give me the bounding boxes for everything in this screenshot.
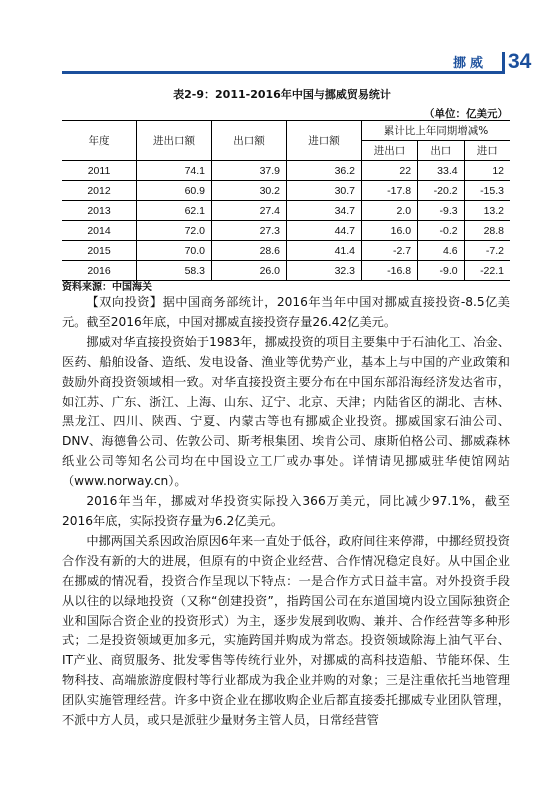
header-rule xyxy=(62,71,502,74)
cell-total: 62.1 xyxy=(137,201,212,221)
table-row xyxy=(62,221,510,241)
cell-import: 44.7 xyxy=(287,221,362,241)
cell-growth-export: -9.0 xyxy=(418,261,465,281)
header-year: 年度 xyxy=(62,121,137,161)
cell-growth-total: -17.8 xyxy=(362,181,418,201)
header-growth-group: 累计比上年同期增减% xyxy=(362,121,511,141)
cell-growth-import: -7.2 xyxy=(464,241,510,261)
paragraph-norway-investment: 挪威对华直接投资始于1983年，挪威投资的项目主要集中于石油化工、冶金、医药、船舶设备、造纸、发电设备、渔业等优势产业，基本上与中国的产业政策和鼓励外商投资领域相一致。对华直接投资主要分布在中国东部沿海经济发达省市，如江苏、广东、浙江、上海、山东、辽宁、北京、天津；内陆省区的湖北、吉林、黑龙江、四川、陕西、宁夏、内蒙古等也有挪威企业投资。挪威国家石油公司、DNV、海德鲁公司、佐敦公司、斯考根集团、埃肯公司、康斯伯格公司、挪威森林纸业公司等知名公司均在中国设立工厂或办事处。详情请见挪威驻华使馆网站（www.norway.cn）。 xyxy=(62,334,510,489)
header-growth-total: 进出口 xyxy=(362,141,418,161)
header-growth-import: 进口 xyxy=(464,141,510,161)
cell-export: 26.0 xyxy=(212,261,287,281)
cell-total: 70.0 xyxy=(137,241,212,261)
cell-year: 2011 xyxy=(62,161,137,181)
cell-growth-total: 2.0 xyxy=(362,201,418,221)
page-number: 34 xyxy=(508,50,532,73)
table-row xyxy=(62,201,510,221)
cell-growth-export: 33.4 xyxy=(418,161,465,181)
cell-export: 27.3 xyxy=(212,221,287,241)
cell-import: 34.7 xyxy=(287,201,362,221)
table-row xyxy=(62,241,510,261)
cell-year: 2014 xyxy=(62,221,137,241)
cell-export: 30.2 xyxy=(212,181,287,201)
cell-export: 37.9 xyxy=(212,161,287,181)
table-title: 表2-9：2011-2016年中国与挪威贸易统计 xyxy=(173,88,391,101)
paragraph-2016-investment: 2016年当年，挪威对华投资实际投入366万美元，同比减少97.1%，截至2016年底，实际投资存量为6.2亿美元。 xyxy=(62,494,510,528)
cell-import: 41.4 xyxy=(287,241,362,261)
cell-import: 30.7 xyxy=(287,181,362,201)
page-header xyxy=(0,0,559,40)
header-rule-tab xyxy=(502,52,505,74)
header-import: 进口额 xyxy=(287,121,362,161)
table-unit: （单位：亿美元） xyxy=(424,108,508,120)
cell-year: 2012 xyxy=(62,181,137,201)
cell-growth-total: 16.0 xyxy=(362,221,418,241)
cell-growth-import: 12 xyxy=(464,161,510,181)
table-source: 资料来源：中国海关 xyxy=(62,282,152,293)
header-total: 进出口额 xyxy=(137,121,212,161)
cell-growth-export: 4.6 xyxy=(418,241,465,261)
cell-growth-export: -0.2 xyxy=(418,221,465,241)
cell-growth-total: 22 xyxy=(362,161,418,181)
cell-year: 2013 xyxy=(62,201,137,221)
cell-growth-total: -16.8 xyxy=(362,261,418,281)
cell-total: 58.3 xyxy=(137,261,212,281)
trade-table xyxy=(62,120,510,281)
cell-growth-import: 13.2 xyxy=(464,201,510,221)
cell-growth-import: -15.3 xyxy=(464,181,510,201)
cell-growth-import: -22.1 xyxy=(464,261,510,281)
cell-total: 74.1 xyxy=(137,161,212,181)
cell-year: 2015 xyxy=(62,241,137,261)
cell-growth-export: -9.3 xyxy=(418,201,465,221)
header-growth-export: 出口 xyxy=(418,141,465,161)
header-export: 出口额 xyxy=(212,121,287,161)
cell-export: 27.4 xyxy=(212,201,287,221)
cell-total: 60.9 xyxy=(137,181,212,201)
table-row xyxy=(62,181,510,201)
cell-growth-import: 28.8 xyxy=(464,221,510,241)
cell-growth-export: -20.2 xyxy=(418,181,465,201)
cell-import: 36.2 xyxy=(287,161,362,181)
cell-import: 32.3 xyxy=(287,261,362,281)
body-text xyxy=(62,293,510,731)
paragraph-investment: 【双向投资】据中国商务部统计，2016年当年中国对挪威直接投资-8.5亿美元。截至2016年底，中国对挪威直接投资存量26.42亿美元。 xyxy=(62,295,510,329)
paragraph-relations: 中挪两国关系因政治原因6年来一直处于低谷，政府间往来停滞，中挪经贸投资合作没有新的大的进展，但原有的中资企业经营、合作情况稳定良好。从中国企业在挪威的情况看，投资合作呈现以下特点：一是合作方式日益丰富。对外投资手段从以往的以绿地投资（又称“创建投资”，指跨国公司在东道国境内设立国际独资企业和国际合资企业的投资形式）为主，逐步发展到收购、兼并、合作经营等多种形式；二是投资领域更加多元，实施跨国并购成为常态。投资领域除海上油气平台、IT产业、商贸服务、批发零售等传统行业外，对挪威的高科技造船、节能环保、生物科技、高端旅游度假村等行业都成为我企业并购的对象；三是注重依托当地管理团队实施管理经营。许多中资企业在挪收购企业后都直接委托挪威专业团队管理，不派中方人员，或只是派驻少量财务主管人员，日常经营管 xyxy=(62,533,510,728)
cell-year: 2016 xyxy=(62,261,137,281)
cell-export: 28.6 xyxy=(212,241,287,261)
table-row xyxy=(62,161,510,181)
cell-total: 72.0 xyxy=(137,221,212,241)
cell-growth-total: -2.7 xyxy=(362,241,418,261)
chapter-name: 挪威 xyxy=(453,56,488,71)
